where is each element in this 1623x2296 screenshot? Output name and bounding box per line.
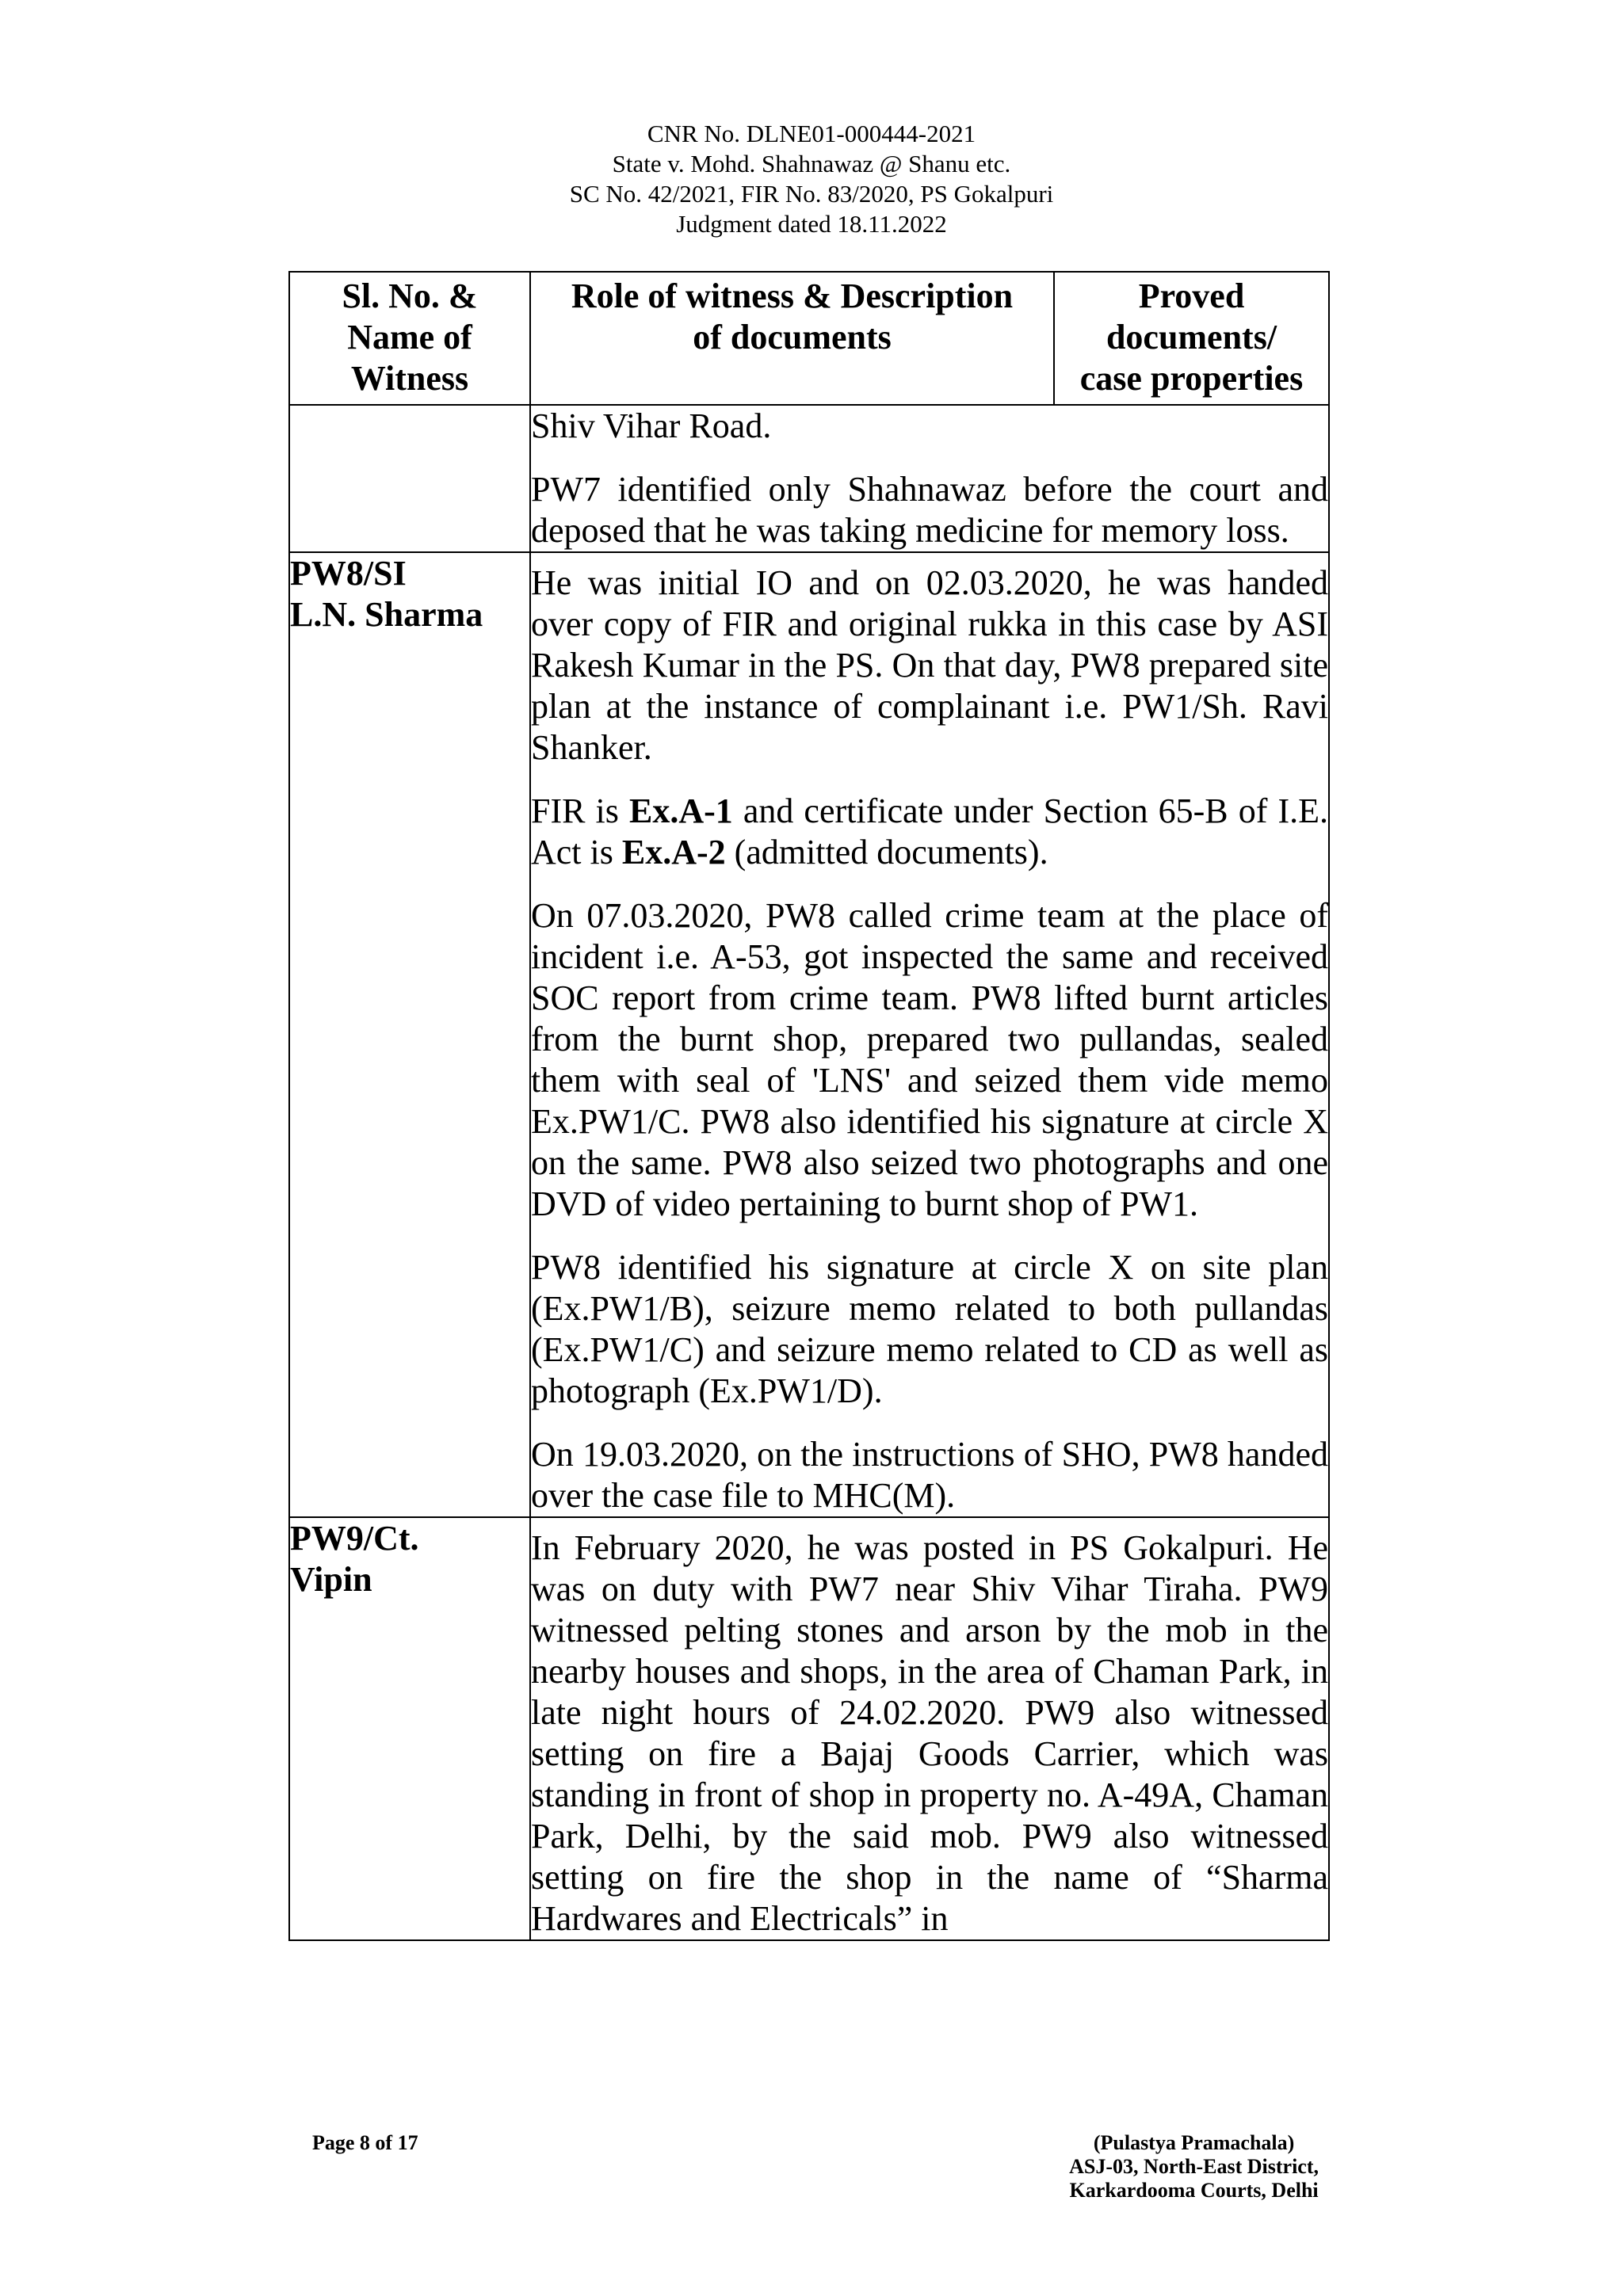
exhibit-reference: Ex.A-1 bbox=[628, 791, 733, 830]
exhibit-reference: Ex.A-2 bbox=[621, 833, 726, 871]
witness-description-cell bbox=[530, 552, 1329, 1517]
column-header-proved-documents: Proved documents/ case properties bbox=[1054, 272, 1329, 405]
judge-signature-block bbox=[1069, 2131, 1319, 2203]
case-numbers: SC No. 42/2021, FIR No. 83/2020, PS Gokalpuri bbox=[569, 180, 1054, 208]
description-paragraph: On 07.03.2020, PW8 called crime team at the place of incident i.e. A-53, got inspected the same and received SOC report from crime team. PW8 lifted burnt articles from the burnt shop, prepared two pullandas, sealed them with seal of 'LNS' and seized them vide memo Ex.PW1/C. PW8 also identified his signature at circle X on the same. PW8 also seized two photographs and one DVD of video pertaining to burnt shop of PW1. bbox=[531, 896, 1328, 1223]
page-number: Page 8 of 17 bbox=[312, 2131, 418, 2154]
witness-name-cell bbox=[289, 405, 530, 552]
description-paragraph: PW7 identified only Shahnawaz before the court and deposed that he was taking medicine for memory loss. bbox=[531, 470, 1328, 550]
document-header bbox=[0, 119, 1623, 239]
judge-post: ASJ-03, North-East District, bbox=[1069, 2155, 1319, 2178]
description-paragraph: FIR is Ex.A-1 and certificate under Section 65-B of I.E. Act is Ex.A-2 (admitted documents). bbox=[531, 791, 1328, 871]
table-row bbox=[289, 1517, 1329, 1940]
description-paragraph: In February 2020, he was posted in PS Gokalpuri. He was on duty with PW7 near Shiv Vihar Tiraha. PW9 witnessed pelting stones and arson by the mob in the nearby houses and shops, in the area of Chaman Park, in late night hours of 24.02.2020. PW9 also witnessed setting on fire a Bajaj Goods Carrier, which was standing in front of shop in property no. A-49A, Chaman Park, Delhi, by the said mob. PW9 also witnessed setting on fire the shop in the name of “Sharma Hardwares and Electricals” in bbox=[531, 1528, 1328, 1938]
witness-name: PW9/Ct. bbox=[290, 1519, 419, 1558]
cnr-number: CNR No. DLNE01-000444-2021 bbox=[647, 120, 976, 147]
witness-table bbox=[288, 271, 1330, 1941]
description-paragraph: He was initial IO and on 02.03.2020, he was handed over copy of FIR and original rukka in this case by ASI Rakesh Kumar in the PS. On that day, PW8 prepared site plan at the instance of complainant i.e. PW1/Sh. Ravi Shanker. bbox=[531, 563, 1328, 767]
witness-description-cell bbox=[530, 1517, 1329, 1940]
judge-name: (Pulastya Pramachala) bbox=[1093, 2131, 1295, 2154]
description-paragraph: On 19.03.2020, on the instructions of SHO, PW8 handed over the case file to MHC(M). bbox=[531, 1435, 1328, 1515]
column-header-witness: Sl. No. & Name of Witness bbox=[289, 272, 530, 405]
table-row bbox=[289, 405, 1329, 552]
description-paragraph: PW8 identified his signature at circle X on site plan (Ex.PW1/B), seizure memo related to both pullandas (Ex.PW1/C) and seizure memo related to CD as well as photograph (Ex.PW1/D). bbox=[531, 1248, 1328, 1410]
court-name: Karkardooma Courts, Delhi bbox=[1069, 2179, 1319, 2202]
witness-name-cell bbox=[289, 552, 530, 1517]
table-header-row bbox=[289, 272, 1329, 405]
witness-name: Vipin bbox=[290, 1560, 372, 1599]
judgment-date: Judgment dated 18.11.2022 bbox=[676, 210, 947, 238]
witness-name: L.N. Sharma bbox=[290, 595, 483, 634]
witness-description-cell bbox=[530, 405, 1329, 552]
witness-name-cell bbox=[289, 1517, 530, 1940]
column-header-role: Role of witness & Description of documents bbox=[530, 272, 1054, 405]
witness-name: PW8/SI bbox=[290, 554, 407, 593]
case-title: State v. Mohd. Shahnawaz @ Shanu etc. bbox=[612, 150, 1011, 177]
description-paragraph: Shiv Vihar Road. bbox=[531, 406, 772, 445]
table-row bbox=[289, 552, 1329, 1517]
